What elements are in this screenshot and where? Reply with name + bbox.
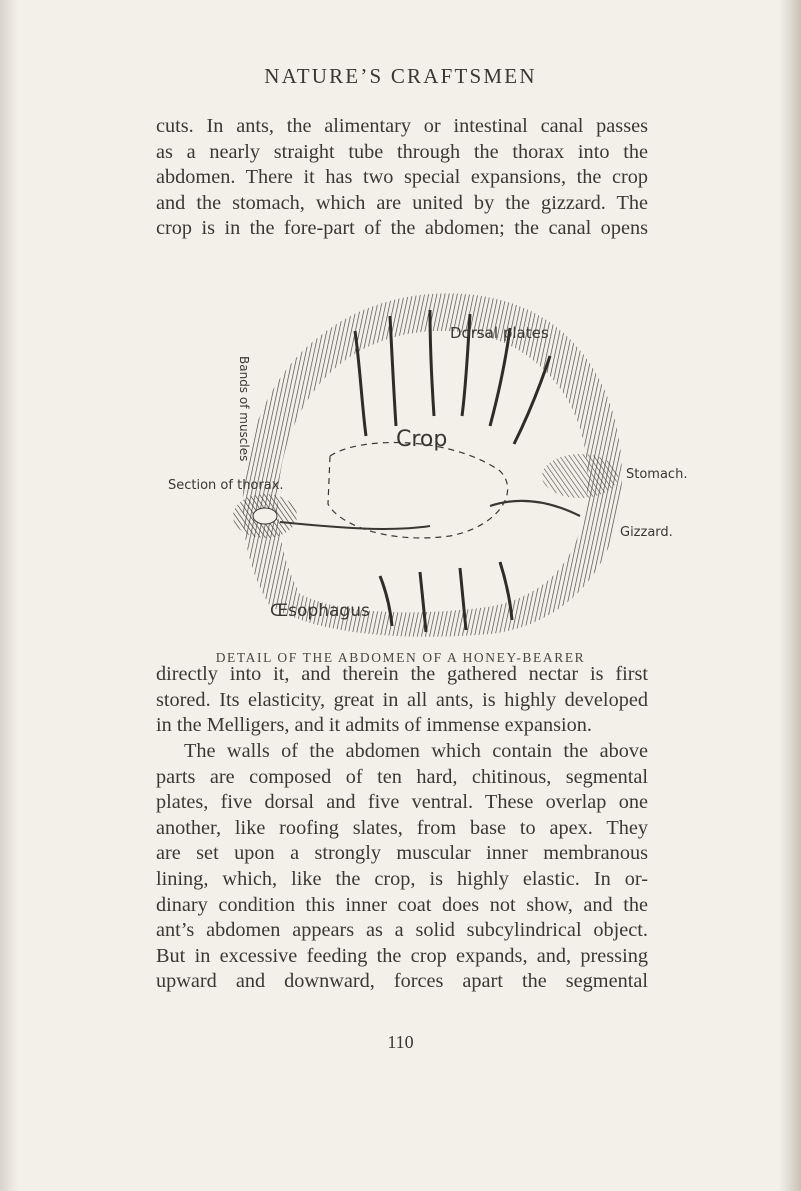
text-line: crop is in the fore-part of the abdomen; the canal opens bbox=[156, 217, 648, 240]
label-dorsal-plates-line1: Dorsal plates bbox=[450, 324, 549, 342]
text-line: ant’s abdomen appears as a solid subcylindrical object. bbox=[156, 919, 648, 942]
stomach-outline bbox=[542, 454, 618, 498]
text-line: are set upon a strongly muscular inner membranous bbox=[156, 842, 648, 865]
text-line: But in excessive feeding the crop expands, and, pressing bbox=[156, 944, 648, 967]
label-gizzard: Gizzard. bbox=[620, 525, 673, 540]
text-line: in the Melligers, and it admits of immense expansion. bbox=[156, 714, 592, 737]
thorax-lumen bbox=[253, 508, 277, 524]
page-number: 110 bbox=[387, 1032, 414, 1052]
text-line: as a nearly straight tube through the thorax into the bbox=[156, 140, 648, 163]
figure-caption: DETAIL OF THE ABDOMEN OF A HONEY-BEARER bbox=[215, 650, 586, 665]
page-edge-shadow-right bbox=[779, 0, 801, 1191]
text-line: plates, five dorsal and five ventral. These overlap one bbox=[156, 791, 648, 814]
label-stomach: Stomach. bbox=[626, 467, 688, 482]
text-line: dinary condition this inner coat does not show, and the bbox=[156, 893, 648, 916]
paragraph-abdomen-walls bbox=[156, 739, 648, 995]
paragraph-intro bbox=[156, 114, 648, 242]
text-line: another, like roofing slates, from base to apex. They bbox=[156, 816, 648, 839]
text-line: The walls of the abdomen which contain the above bbox=[184, 740, 648, 762]
label-oesophagus: Œsophagus bbox=[270, 601, 370, 621]
abdomen-illustration bbox=[150, 276, 688, 638]
text-line: cuts. In ants, the alimentary or intestinal canal passes bbox=[156, 115, 648, 137]
text-line: and the stomach, which are united by the gizzard. The bbox=[156, 191, 648, 214]
running-head: NATURE’S CRAFTSMEN bbox=[264, 64, 537, 88]
text-line: lining, which, like the crop, is highly elastic. In or- bbox=[156, 867, 648, 890]
text-line: upward and downward, forces apart the segmental bbox=[156, 970, 648, 993]
label-section-of-thorax: Section of thorax. bbox=[168, 478, 284, 493]
page-edge-shadow-left bbox=[0, 0, 18, 1191]
abdomen-drawing bbox=[150, 276, 688, 638]
label-bands-of-muscles: Bands of muscles bbox=[237, 356, 251, 462]
paragraph-crop-storage bbox=[156, 662, 648, 739]
text-line: stored. Its elasticity, great in all ants, is highly developed bbox=[156, 688, 648, 711]
text-line: directly into it, and therein the gathered nectar is first bbox=[156, 663, 648, 685]
text-line: parts are composed of ten hard, chitinous, segmental bbox=[156, 765, 648, 788]
label-crop: Crop bbox=[396, 427, 448, 452]
text-line: abdomen. There it has two special expansions, the crop bbox=[156, 166, 648, 189]
